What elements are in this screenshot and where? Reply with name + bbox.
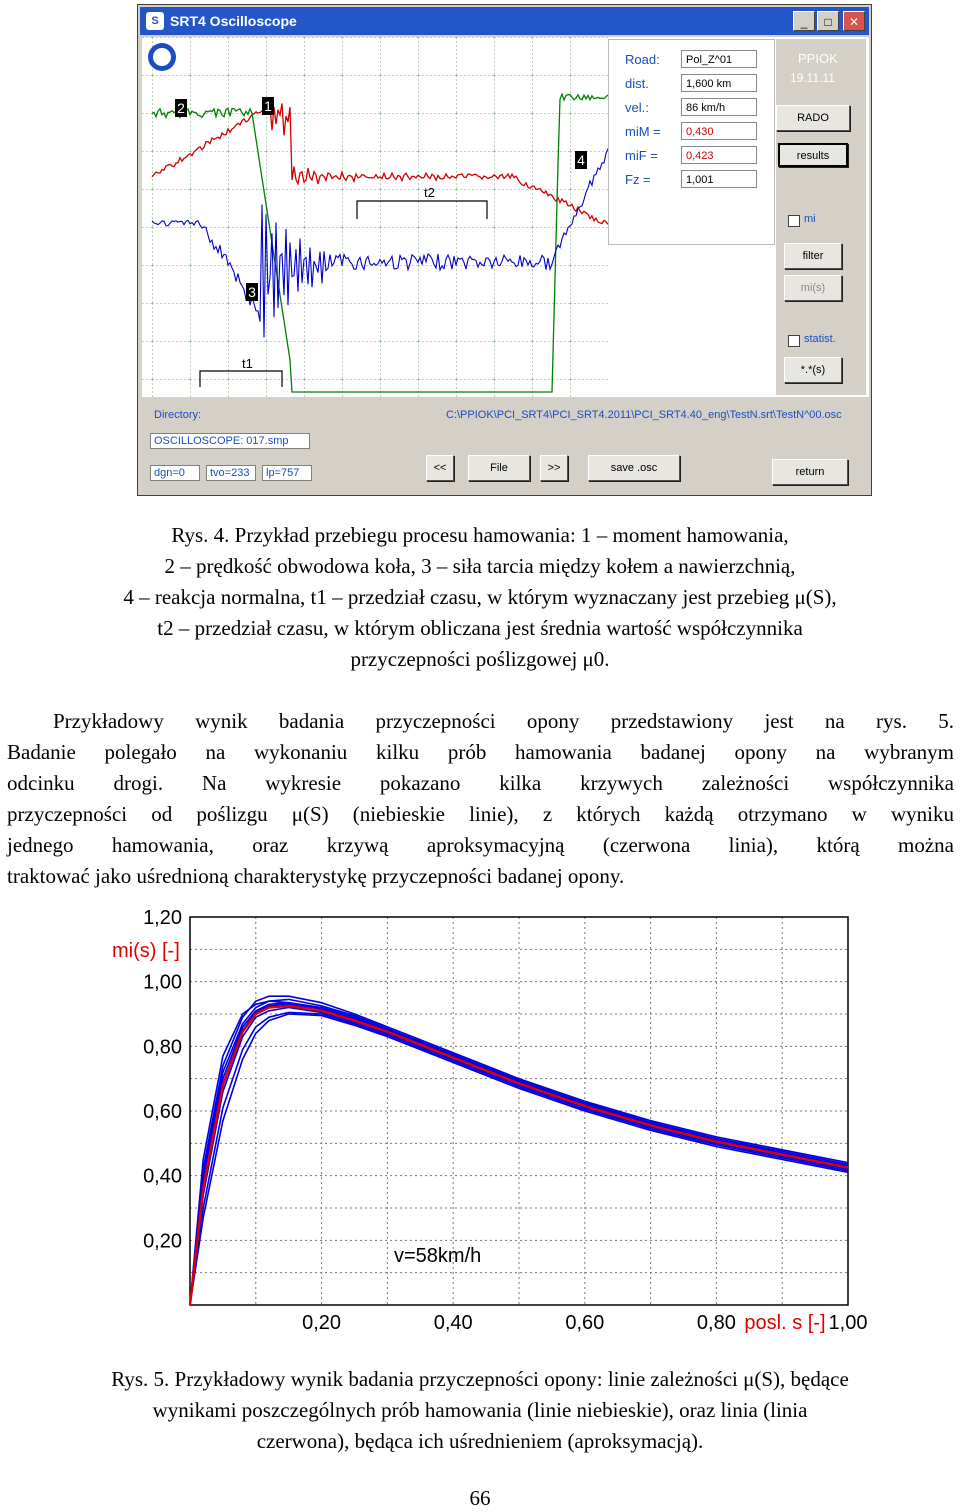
y-tick-label: 0,40 (143, 1165, 182, 1188)
ppiok-label: PPIOK (798, 51, 838, 66)
x-tick-label: 0,80 (696, 1312, 736, 1334)
average-curve (190, 1006, 848, 1305)
save-osc-button[interactable]: save .osc (588, 455, 680, 481)
page-number: 66 (469, 1486, 491, 1510)
caption-fig5-line2: wynikami poszczególnych prób hamowania (linie niebieskie), oraz linia (linia (152, 1398, 808, 1422)
y-tick-label: 1,20 (143, 907, 182, 929)
directory-path: C:\PPIOK\PCI_SRT4\PCI_SRT4.2011\PCI_SRT4.40_eng\TestN.srt\TestN^00.osc (446, 409, 842, 421)
mi-s-button[interactable]: mi(s) (784, 275, 842, 301)
paragraph-line: Badanie polegało na wykonaniu kilku prób hamowania badanej opony na wybranym (7, 740, 954, 764)
marker-2 (175, 99, 187, 117)
fz-label: Fz = (625, 172, 651, 187)
marker-3 (246, 283, 258, 301)
caption-fig4-line5: przyczepności poślizgowej μ0. (350, 647, 610, 671)
y-axis-label: mi(s) [-] (112, 940, 180, 962)
marker-1 (262, 97, 274, 115)
oscilloscope-window (137, 4, 872, 496)
y-tick-label: 0,20 (143, 1230, 182, 1253)
next-button[interactable]: >> (540, 455, 568, 481)
svg-text:3: 3 (248, 284, 256, 300)
paragraph-line: Przykładowy wynik badania przyczepności opony przedstawiony jest na rys. 5. (53, 709, 954, 733)
info-fz (609, 170, 774, 192)
label-t2: t2 (424, 185, 435, 200)
scope-logo (148, 43, 176, 71)
date-label: 19.11.11 (790, 71, 835, 85)
mi-checkbox-label: mi (804, 213, 816, 225)
y-tick-label: 1,00 (143, 971, 182, 994)
dgn-field: dgn=0 (150, 465, 200, 481)
x-tick-label: 0,60 (565, 1312, 605, 1334)
label-t1: t1 (242, 356, 253, 371)
svg-text:4: 4 (577, 152, 585, 168)
x-tick-label: 0,40 (433, 1312, 473, 1334)
chart-annotation: v=58km/h (394, 1245, 482, 1267)
info-dist (609, 74, 774, 96)
return-button[interactable]: return (772, 459, 848, 485)
x-tick-label: 1,00 (828, 1312, 868, 1334)
vel-value: 86 km/h (681, 98, 757, 116)
window-titlebar (140, 7, 869, 35)
window-title: SRT4 Oscilloscope (170, 13, 297, 29)
results-button[interactable]: results (778, 143, 848, 167)
scope-display (142, 37, 869, 397)
maximize-button[interactable]: □ (817, 11, 839, 31)
minimize-button[interactable]: _ (793, 11, 815, 31)
road-label: Road: (625, 52, 660, 67)
statist-checkbox[interactable] (788, 335, 800, 347)
paragraph-line: przyczepności od poślizgu μ(S) (niebieskie linie), z których każdą otrzymano w wyniku (7, 802, 954, 826)
paragraph-line: odcinku drogi. Na wykresie pokazano kilka krzywych zależności współczynnika (7, 771, 954, 795)
vel-label: vel.: (625, 100, 649, 115)
caption-fig4-line2: 2 – prędkość obwodowa koła, 3 – siła tarcia między kołem a nawierzchnią, (164, 554, 796, 578)
rado-button[interactable]: RADO (776, 105, 850, 131)
marker-4 (575, 151, 587, 169)
svg-text:2: 2 (177, 100, 185, 116)
prev-button[interactable]: << (426, 455, 454, 481)
app-icon: S (146, 12, 164, 30)
chart-grid (190, 917, 848, 1305)
chart-axes (143, 907, 867, 1334)
caption-fig5-line3: czerwona), będąca ich uśrednieniem (aproksymacją). (256, 1429, 704, 1453)
oscilloscope-file-field: OSCILLOSCOPE: 017.smp (150, 433, 310, 449)
file-ext-button[interactable]: *.*(s) (784, 357, 842, 383)
scope-traces (142, 37, 608, 397)
info-vel (609, 98, 774, 120)
close-button[interactable]: ✕ (843, 11, 865, 31)
tvo-field: tvo=233 (206, 465, 256, 481)
caption-fig5-line1: Rys. 5. Przykładowy wynik badania przyczepności opony: linie zależności μ(S), będące (111, 1367, 849, 1391)
x-axis-label: posl. s [-] (744, 1312, 826, 1334)
fz-value: 1,001 (681, 170, 757, 188)
caption-fig4-line3: 4 – reakcja normalna, t1 – przedział czasu, w którym wyznaczany jest przebieg μ(S), (123, 585, 837, 609)
adhesion-chart (100, 905, 868, 1335)
filter-button[interactable]: filter (784, 243, 842, 269)
miM-value: 0,430 (681, 122, 757, 140)
info-miF (609, 146, 774, 168)
mi-checkbox[interactable] (788, 215, 800, 227)
scope-grid (142, 37, 608, 397)
directory-label: Directory: (154, 409, 202, 421)
dist-value: 1,600 km (681, 74, 757, 92)
miF-label: miF = (625, 148, 658, 163)
status-area (142, 399, 869, 493)
x-tick-label: 0,20 (302, 1312, 342, 1334)
paragraph-line: jednego hamowania, oraz krzywą aproksymacyjną (czerwona linia), którą można (7, 833, 954, 857)
caption-fig4-line1: Rys. 4. Przykład przebiegu procesu hamowania: 1 – moment hamowania, (171, 523, 789, 547)
lp-field: lp=757 (262, 465, 312, 481)
info-miM (609, 122, 774, 144)
miM-label: miM = (625, 124, 661, 139)
info-panel (608, 39, 775, 245)
body-paragraph (7, 706, 954, 892)
side-panel (776, 39, 866, 395)
plot-frame (190, 917, 848, 1305)
paragraph-line: traktować jako uśrednioną charakterystykę przyczepności badanej opony. (7, 864, 625, 888)
dist-label: dist. (625, 76, 649, 91)
y-tick-label: 0,80 (143, 1036, 182, 1059)
y-tick-label: 0,60 (143, 1101, 182, 1123)
statist-checkbox-label: statist. (804, 333, 836, 345)
file-button[interactable]: File (468, 455, 530, 481)
road-value: Pol_Z^01 (681, 50, 757, 68)
caption-fig4-line4: t2 – przedział czasu, w którym obliczana jest średnia wartość współczynnika (157, 616, 803, 640)
svg-text:1: 1 (264, 98, 272, 114)
trial-curve (190, 1004, 848, 1305)
miF-value: 0,423 (681, 146, 757, 164)
info-road (609, 50, 774, 72)
